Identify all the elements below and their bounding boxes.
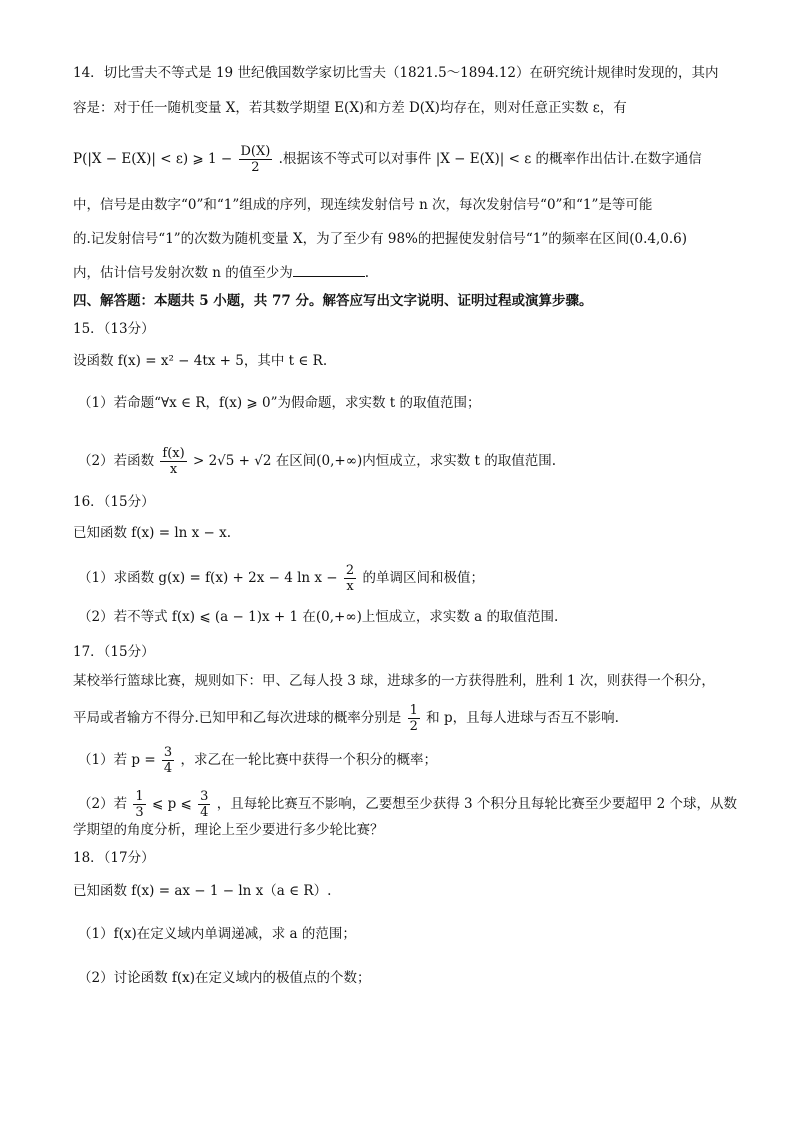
q17-part2 xyxy=(78,789,738,820)
q16-fraction xyxy=(344,563,356,594)
q16-head: 16．（15分） xyxy=(73,494,155,510)
q18-part2: （2）讨论函数 f(x)在定义域内的极值点的个数； xyxy=(78,970,371,986)
q14-period: . xyxy=(364,265,370,281)
q18-head: 18．（17分） xyxy=(73,850,155,866)
q17-part2-fraction-lower-numerator: 1 xyxy=(135,789,144,804)
q17-stem-prefix: 平局或者输方不得分.已知甲和乙每次进球的概率分别是 xyxy=(73,710,402,726)
q17-head: 17．（15分） xyxy=(73,644,155,660)
q18-part1: （1）f(x)在定义域内单调递减，求 a 的范围； xyxy=(78,926,356,942)
q14-line5: 的.记发射信号“1”的次数为随机变量 X，为了至少有 98%的把握使发射信号“1”的频率在区间(0.4,0.6) xyxy=(73,231,688,247)
q15-head: 15．（13分） xyxy=(73,321,155,337)
q17-part2-fraction-lower-denominator: 3 xyxy=(135,805,144,820)
q14-fraction-denominator: 2 xyxy=(251,160,260,175)
q17-part2-fraction-upper-numerator: 3 xyxy=(200,789,209,804)
q17-part2-suffix: ，且每轮比赛互不影响，乙要想至少获得 3 个积分且每轮比赛至少要超甲 2 个球，从数 xyxy=(216,796,738,812)
q15-part2-suffix: > 2√5 + √2 在区间(0,+∞)内恒成立，求实数 t 的取值范围. xyxy=(192,453,557,469)
q17-part1-fraction-denominator: 4 xyxy=(163,761,173,776)
q14-line3 xyxy=(73,144,734,175)
q16-part1 xyxy=(78,563,734,594)
q14-line2: 容是：对于任一随机变量 X，若其数学期望 E(X)和方差 D(X)均存在，则对任意正实数 ε，有 xyxy=(73,100,627,116)
q15-part2 xyxy=(78,446,734,477)
q16-part1-prefix: （1）求函数 g(x) = f(x) + 2x − 4 ln x − xyxy=(78,570,338,586)
q14-inequality-right: .根据该不等式可以对事件 |X − E(X)| < ε 的概率作出估计.在数字通信 xyxy=(278,151,702,167)
q17-part2-fraction-lower xyxy=(133,789,145,820)
q17-part2-middle: ⩽ p ⩽ xyxy=(151,796,192,812)
q15-fraction xyxy=(160,446,186,477)
q17-part1-fraction xyxy=(162,745,174,776)
q15-stem: 设函数 f(x) = x² − 4tx + 5，其中 t ∈ R. xyxy=(73,353,328,369)
q17-part2-fraction-upper xyxy=(198,789,210,820)
q14-question-text: 内，估计信号发射次数 n 的值至少为 xyxy=(73,265,293,281)
q16-part2: （2）若不等式 f(x) ⩽ (a − 1)x + 1 在(0,+∞)上恒成立，求实数 a 的取值范围. xyxy=(78,609,559,625)
q14-line4: 中，信号是由数字“0”和“1”组成的序列，现连续发射信号 n 次，每次发射信号“0”和“1”是等可能 xyxy=(73,197,653,213)
q14-fraction-numerator: D(X) xyxy=(240,144,271,159)
q17-stem-suffix: 和 p，且每人进球与否互不影响. xyxy=(426,710,619,726)
q18-stem: 已知函数 f(x) = ax − 1 − ln x（a ∈ R）. xyxy=(73,883,332,899)
q14-line1: 14．切比雪夫不等式是 19 世纪俄国数学家切比雪夫（1821.5～1894.12）在研究统计规律时发现的，其内 xyxy=(73,65,719,81)
q14-line6 xyxy=(73,262,734,284)
q15-fraction-denominator: x xyxy=(169,462,178,477)
q16-fraction-denominator: x xyxy=(346,579,354,594)
q15-fraction-numerator: f(x) xyxy=(162,446,185,461)
q16-stem: 已知函数 f(x) = ln x − x. xyxy=(73,525,232,541)
q17-part2-fraction-upper-denominator: 4 xyxy=(200,805,209,820)
q14-inequality-left: P(|X − E(X)| < ε) ⩾ 1 − xyxy=(73,151,233,167)
q14-fraction xyxy=(239,144,273,175)
q17-part1-suffix: ，求乙在一轮比赛中获得一个积分的概率； xyxy=(180,752,437,768)
q16-part1-suffix: 的单调区间和极值； xyxy=(362,570,484,586)
q17-part2-prefix: （2）若 xyxy=(78,796,128,812)
q15-part2-prefix: （2）若函数 xyxy=(78,453,155,469)
q17-part1-fraction-numerator: 3 xyxy=(163,745,173,760)
q17-part2-continued: 学期望的角度分析，理论上至少要进行多少轮比赛？ xyxy=(73,822,384,838)
q17-part1-prefix: （1）若 p = xyxy=(78,752,156,768)
q15-part1: （1）若命题“∀x ∈ R，f(x) ⩾ 0”为假命题，求实数 t 的取值范围； xyxy=(78,395,481,411)
q17-part1 xyxy=(78,745,734,776)
q16-fraction-numerator: 2 xyxy=(345,563,355,578)
q17-stem-fraction-numerator: 1 xyxy=(409,703,418,718)
section-heading: 四、解答题：本题共 5 小题，共 77 分。解答应写出文字说明、证明过程或演算步骤。 xyxy=(73,293,593,309)
q17-stem-line2 xyxy=(73,703,734,734)
q17-stem-fraction xyxy=(408,703,420,734)
q17-stem-fraction-denominator: 2 xyxy=(409,719,418,734)
answer-blank xyxy=(293,262,365,277)
q17-stem-line1: 某校举行篮球比赛，规则如下：甲、乙每人投 3 球，进球多的一方获得胜利，胜利 1 次，则获得一个积分， xyxy=(73,673,715,689)
